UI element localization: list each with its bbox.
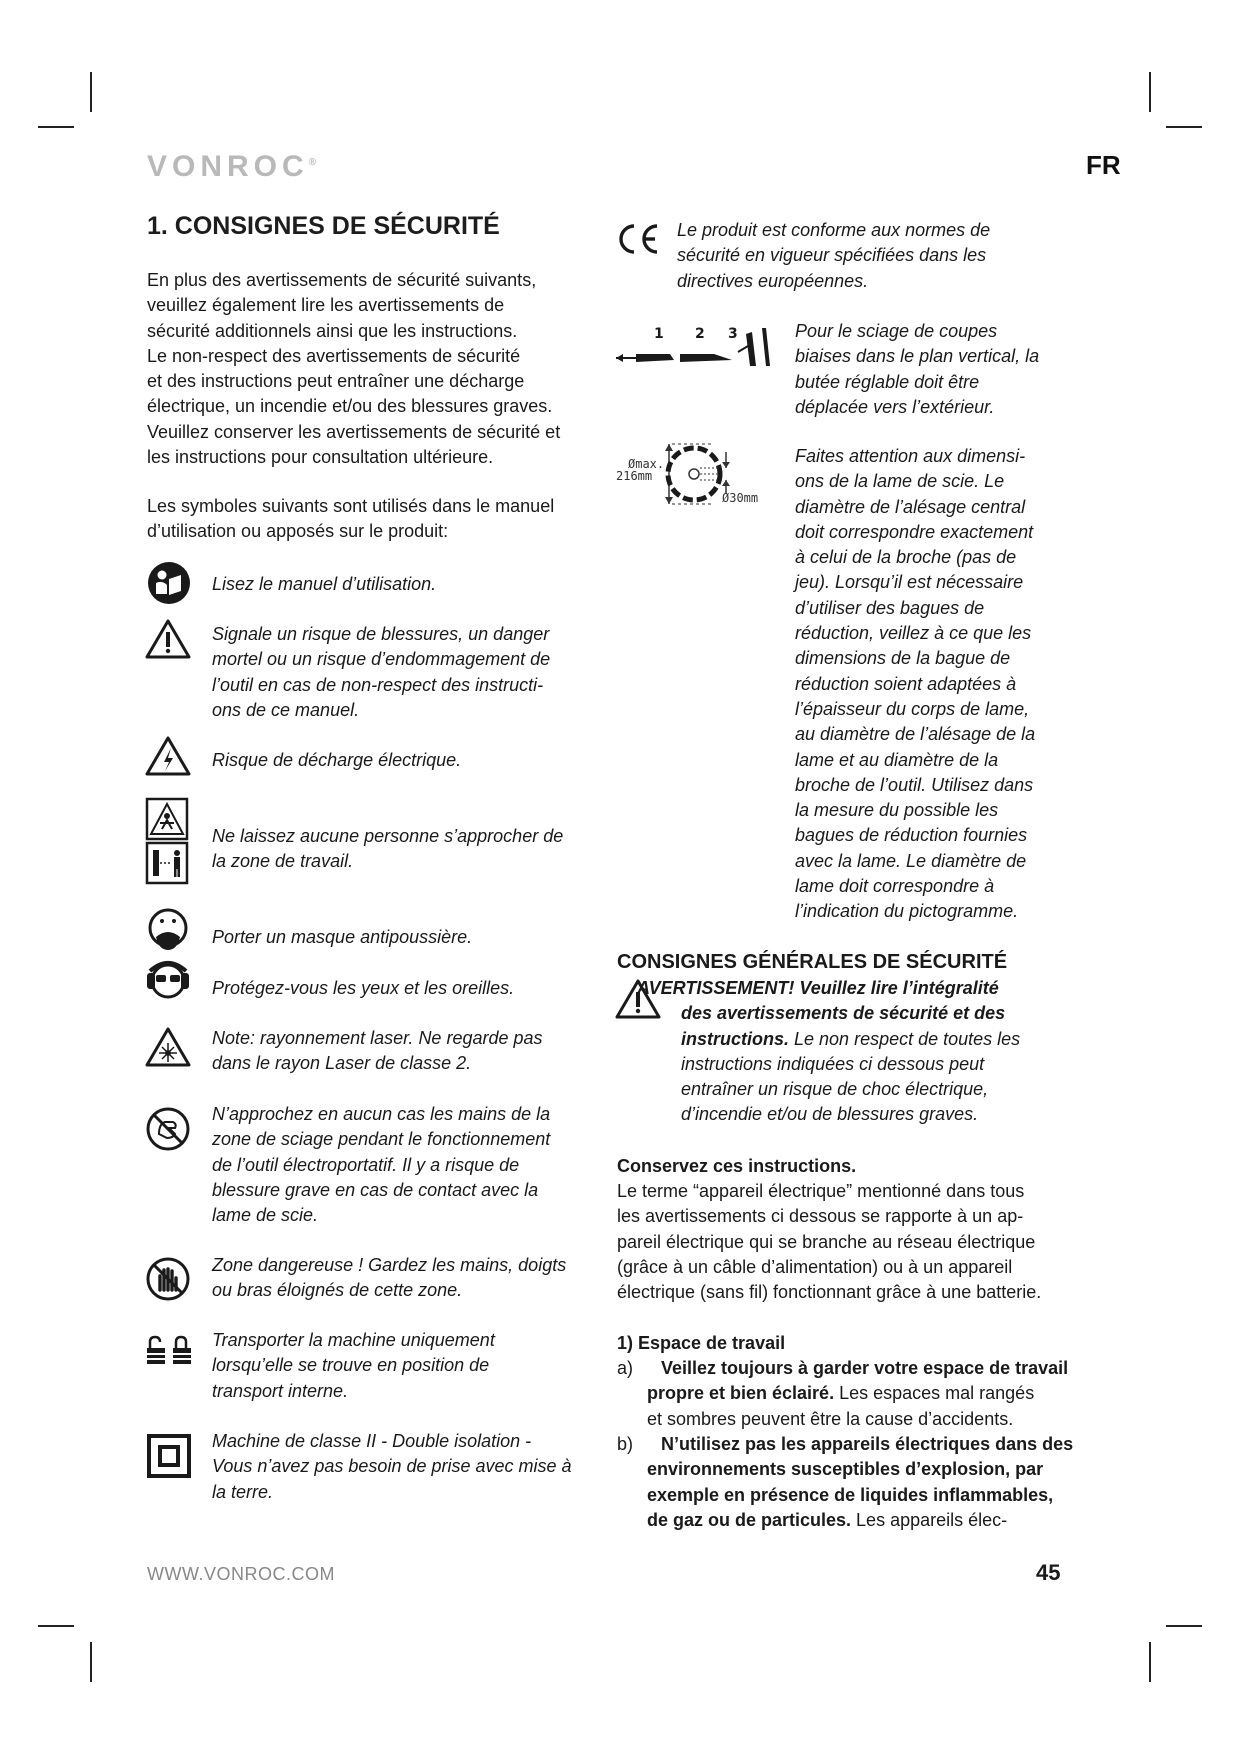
- symbols-intro: Les symboles suivants sont utilisés dans le manuel d’utilisation ou apposés sur le produit:: [147, 496, 555, 542]
- class-ii-double-insulation-icon: [147, 1434, 191, 1478]
- hand-danger-zone-icon: [145, 1256, 191, 1302]
- blade-label-30: Ø30mm: [722, 491, 759, 505]
- keep-instructions-text: Le terme “appareil électrique” mentionné dans tous les avertissements ci dessous se rapporte à un ap- pareil électrique qui se branche au réseau électrique (grâce à un câble d’alimentation) ou à un appareil électrique (sans fil) fonctionnant grâce à une batterie.: [617, 1181, 1042, 1303]
- crop-mark: [1149, 72, 1151, 112]
- bevel-label-2: 2: [695, 326, 705, 342]
- warning-triangle-icon: [145, 618, 191, 660]
- keep-distance-icon: [145, 797, 189, 885]
- crop-mark: [38, 126, 74, 128]
- language-label: FR: [1086, 150, 1121, 180]
- symbol-text-read-manual: Lisez le manuel d’utilisation.: [212, 574, 437, 594]
- item-b-text: N’utilisez pas les appareils électriques dans des environnements susceptibles d’explosion, par exemple en présence de liquides inflammables, de gaz ou de particules. Les appareils élec-: [647, 1434, 1074, 1530]
- symbol-text-transport: Transporter la machine uniquement lorsqu’elle se trouve en position de transport interne.: [212, 1330, 495, 1401]
- symbol-text-eye-ear: Protégez-vous les yeux et les oreilles.: [212, 978, 515, 998]
- electric-shock-icon: [145, 735, 191, 777]
- workspace-heading: 1) Espace de travail: [617, 1333, 786, 1353]
- blade-dimension-text: Faites attention aux dimensi- ons de la lame de scie. Le diamètre de l’alésage central doit correspondre exactement à celui de la broche (pas de jeu). Lorsqu’il est nécessaire d’utiliser des bagues de réduction, veillez à ce que les dimensions de la bague de réduction soient adaptées à l’épaisseur du corps de lame, au diamètre de l’alésage de la lame et au diamètre de la broche de l’outil. Utilisez dans la mesure du possible les bagues de réduction fournies avec la lame. Le diamètre de lame doit correspondre à l’indication du pictogramme.: [795, 446, 1036, 922]
- bevel-cut-icon: [614, 322, 778, 370]
- ce-mark-icon: [615, 222, 661, 256]
- item-b-label: b): [617, 1434, 634, 1454]
- crop-mark: [38, 1625, 74, 1627]
- crop-mark: [1166, 126, 1202, 128]
- crop-mark: [1166, 1625, 1202, 1627]
- item-a-label: a): [617, 1358, 634, 1378]
- symbol-text-electric-shock: Risque de décharge électrique.: [212, 750, 462, 770]
- symbol-text-no-hands: N’approchez en aucun cas les mains de la zone de sciage pendant le fonctionnement de l’outil électroportatif. Il y a risque de blessure grave en cas de contact avec la lame de scie.: [212, 1104, 551, 1226]
- crop-mark: [90, 72, 92, 112]
- blade-dimension-icon: [614, 442, 774, 508]
- eye-ear-protection-icon: [145, 959, 191, 1003]
- page-number: 45: [1036, 1560, 1061, 1585]
- symbol-text-danger-zone: Zone dangereuse ! Gardez les mains, doigts ou bras éloignés de cette zone.: [212, 1255, 567, 1301]
- laser-warning-icon: [145, 1026, 191, 1068]
- crop-mark: [1149, 1642, 1151, 1682]
- keep-instructions-heading: Conservez ces instructions.: [617, 1156, 857, 1176]
- no-hands-icon: [145, 1106, 191, 1152]
- bevel-cut-text: Pour le sciage de coupes biaises dans le plan vertical, la butée réglable doit être déplacée vers l’extérieur.: [795, 321, 1040, 417]
- read-manual-icon: [147, 561, 191, 605]
- blade-label-max: Ømax.: [628, 457, 665, 471]
- bevel-label-3: 3: [728, 326, 738, 342]
- general-safety-title: CONSIGNES GÉNÉRALES DE SÉCURITÉ: [617, 951, 1008, 973]
- footer-url: WWW.VONROC.COM: [147, 1564, 335, 1584]
- general-warning: AVERTISSEMENT! Veuillez lire l’intégralité des avertissements de sécurité et des instructions. Le non respect de toutes les instructions indiquées ci dessous peut entraîner un risque de choc électrique, d’incendie et/ou de blessures graves.: [637, 978, 1021, 1125]
- symbol-text-keep-distance: Ne laissez aucune personne s’approcher de la zone de travail.: [212, 826, 564, 872]
- blade-label-216: 216mm: [616, 469, 653, 483]
- symbol-text-class-ii: Machine de classe II - Double isolation - Vous n’avez pas besoin de prise avec mise à la terre.: [212, 1431, 572, 1502]
- brand-logo: VONROC®: [147, 150, 317, 183]
- dust-mask-icon: [147, 907, 189, 953]
- intro-paragraph: En plus des avertissements de sécurité suivants, veuillez également lire les avertissements de sécurité additionnels ainsi que les instructions. Le non-respect des avertissements de sécurité et des instructions peut entraîner une décharge électrique, un incendie et/ou des blessures graves. Veuillez conserver les avertissements de sécurité et les instructions pour consultation ultérieure.: [147, 270, 561, 468]
- crop-mark: [90, 1642, 92, 1682]
- transport-lock-icon: [145, 1334, 193, 1366]
- item-a-text: Veillez toujours à garder votre espace de travail propre et bien éclairé. Les espaces mal rangés et sombres peuvent être la cause d’accidents.: [647, 1358, 1069, 1429]
- bevel-label-1: 1: [654, 326, 664, 342]
- ce-mark-text: Le produit est conforme aux normes de sécurité en vigueur spécifiées dans les directives européennes.: [677, 220, 991, 291]
- symbol-text-warning: Signale un risque de blessures, un danger mortel ou un risque d’endommagement de l’outil en cas de non-respect des instructi- ons de ce manuel.: [212, 624, 551, 720]
- section-title: 1. CONSIGNES DE SÉCURITÉ: [147, 212, 500, 240]
- symbol-text-laser: Note: rayonnement laser. Ne regarde pas dans le rayon Laser de classe 2.: [212, 1028, 543, 1074]
- symbol-text-dust-mask: Porter un masque antipoussière.: [212, 927, 473, 947]
